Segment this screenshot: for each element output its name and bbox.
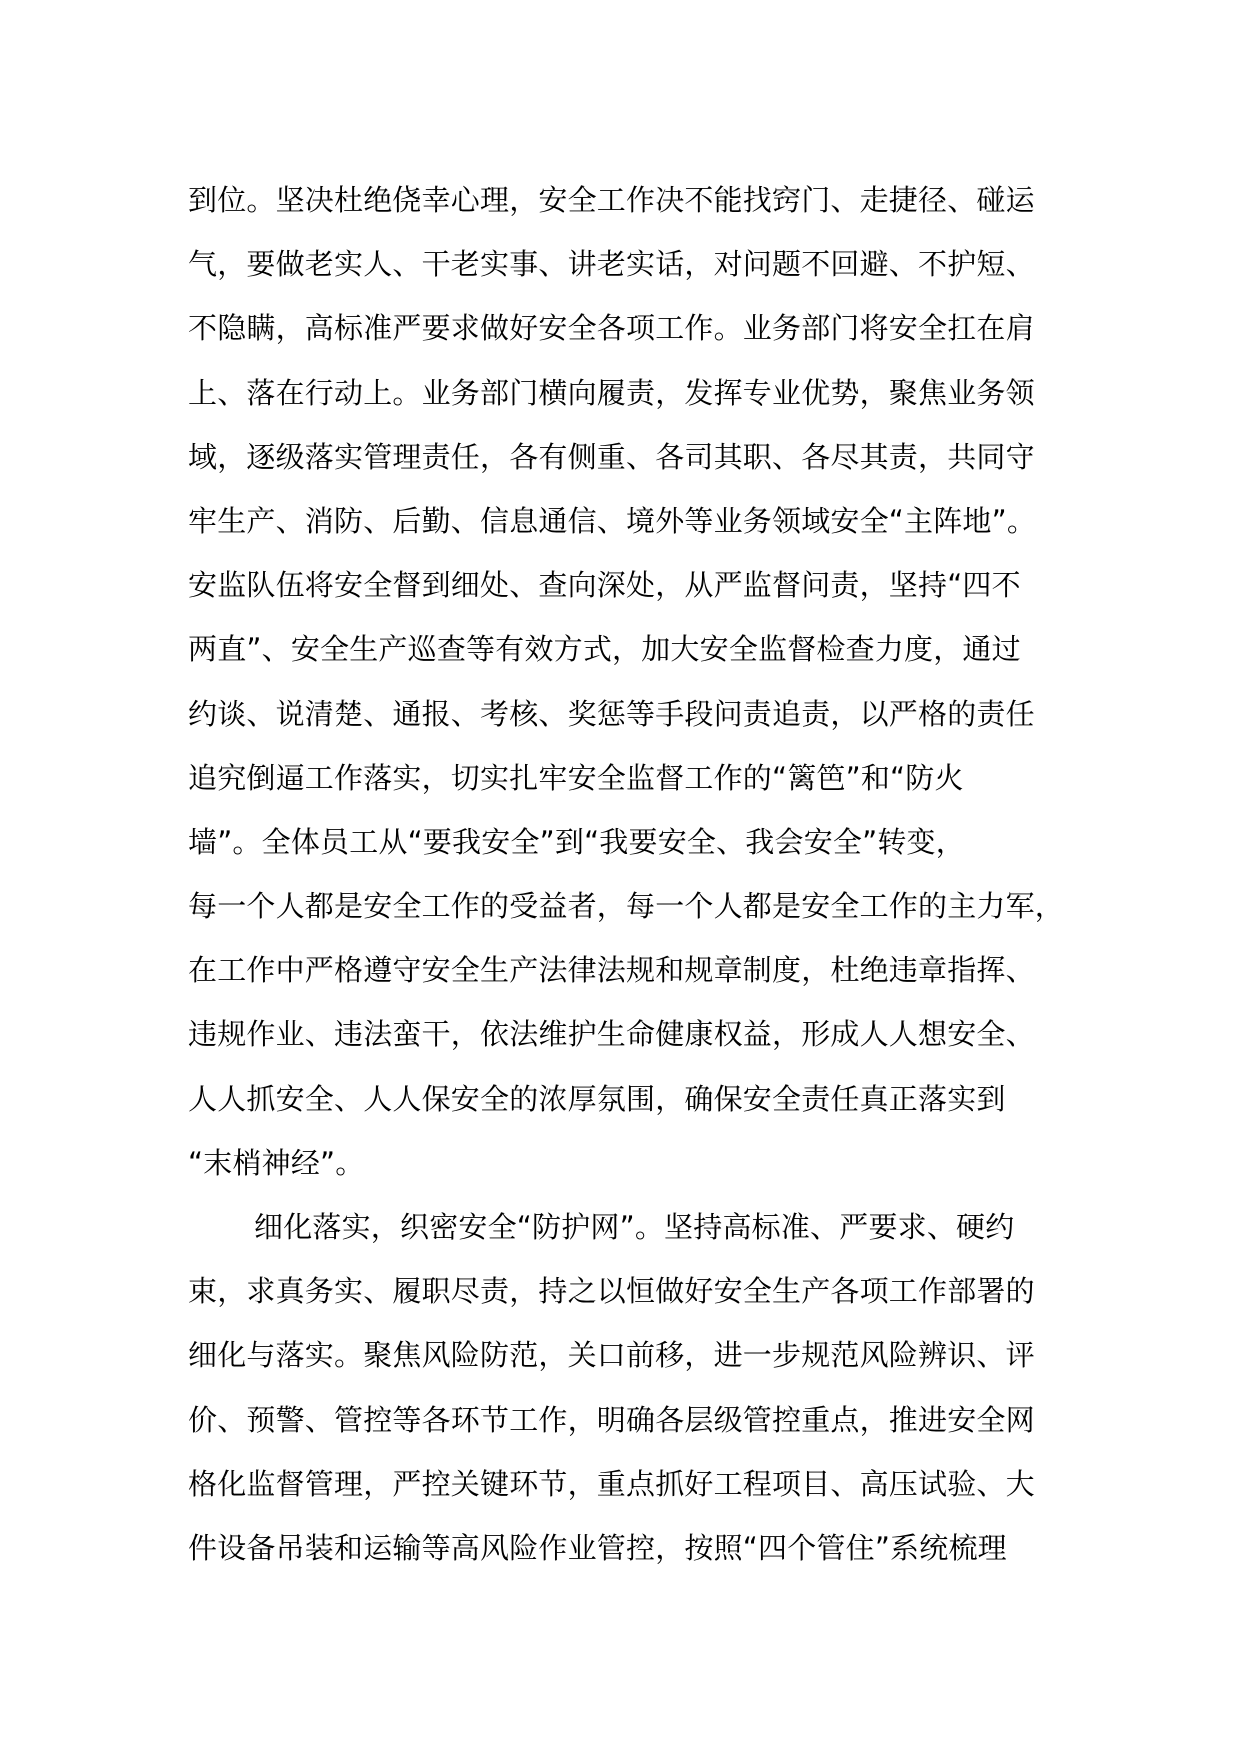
text-line: 在工作中严格遵守安全生产法律法规和规章制度，杜绝违章指挥、 bbox=[188, 953, 1035, 988]
text-line: 格化监督管理，严控关键环节，重点抓好工程项目、高压试验、大 bbox=[188, 1466, 1035, 1501]
text-line: 墙”。全体员工从“要我安全”到“我要安全、我会安全”转变， bbox=[188, 824, 965, 859]
text-line: 细化与落实。聚焦风险防范，关口前移，进一步规范风险辨识、评 bbox=[188, 1338, 1035, 1373]
text-line: “末梢神经”。 bbox=[188, 1145, 365, 1180]
text-line: 每一个人都是安全工作的受益者，每一个人都是安全工作的主力军， bbox=[188, 889, 1065, 924]
text-line: 上、落在行动上。业务部门横向履责，发挥专业优势，聚焦业务领 bbox=[188, 375, 1035, 410]
text-line: 人人抓安全、人人保安全的浓厚氛围，确保安全责任真正落实到 bbox=[188, 1081, 1006, 1116]
text-line: 违规作业、违法蛮干，依法维护生命健康权益，形成人人想安全、 bbox=[188, 1017, 1035, 1052]
text-line: 约谈、说清楚、通报、考核、奖惩等手段问责追责，以严格的责任 bbox=[188, 696, 1035, 731]
paragraph-start-line: 细化落实，织密安全“防护网”。坚持高标准、严要求、硬约 bbox=[254, 1210, 1015, 1244]
text-line: 两直”、安全生产巡查等有效方式，加大安全监督检查力度，通过 bbox=[188, 632, 1021, 667]
text-line: 件设备吊装和运输等高风险作业管控，按照“四个管住”系统梳理 bbox=[188, 1530, 1007, 1565]
body-text bbox=[188, 168, 1088, 1580]
text-line: 不隐瞒，高标准严要求做好安全各项工作。业务部门将安全扛在肩 bbox=[188, 311, 1035, 346]
text-line: 价、预警、管控等各环节工作，明确各层级管控重点，推进安全网 bbox=[188, 1402, 1035, 1437]
text-line: 追究倒逼工作落实，切实扎牢安全监督工作的“篱笆”和“防火 bbox=[188, 760, 964, 795]
text-line: 牢生产、消防、后勤、信息通信、境外等业务领域安全“主阵地”。 bbox=[188, 503, 1037, 538]
text-line: 气，要做老实人、干老实事、讲老实话，对问题不回避、不护短、 bbox=[188, 247, 1035, 282]
text-line: 安监队伍将安全督到细处、查向深处，从严监督问责，坚持“四不 bbox=[188, 568, 1021, 603]
text-line: 到位。坚决杜绝侥幸心理，安全工作决不能找窍门、走捷径、碰运 bbox=[188, 183, 1035, 217]
text-line: 束，求真务实、履职尽责，持之以恒做好安全生产各项工作部署的 bbox=[188, 1274, 1035, 1309]
text-line: 域，逐级落实管理责任，各有侧重、各司其职、各尽其责，共同守 bbox=[188, 439, 1035, 474]
